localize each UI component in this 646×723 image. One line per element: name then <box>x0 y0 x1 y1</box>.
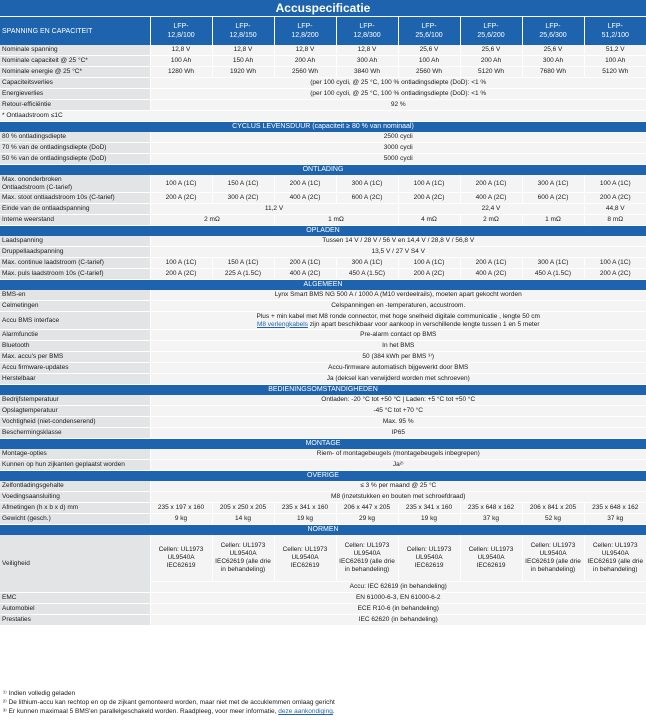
model-column-header: LFP- 12,8/300 <box>336 17 398 45</box>
emc-value: EN 61000-6-3, EN 61000-6-2 <box>150 593 646 604</box>
model-column-header: LFP- 51,2/100 <box>584 17 646 45</box>
footnotes <box>3 689 643 716</box>
nom_energy-row <box>0 67 646 78</box>
model-column-header: LFP- 25,6/300 <box>522 17 584 45</box>
mount_side-label: Kunnen op hun zijkanten geplaatst worden <box>0 460 150 471</box>
nom_capacity-label: Nominale capaciteit @ 25 °C* <box>0 56 150 67</box>
safety-value: Cellen: UL1973 UL9540A IEC62619 (alle drie in behandeling) <box>522 535 584 582</box>
op_temp-row <box>0 395 646 406</box>
m8-extension-cable-link[interactable]: M8 verlengkabels <box>256 320 308 328</box>
weight-value: 19 kg <box>274 514 336 525</box>
self_dis-value: ≤ 3 % per maand @ 25 °C <box>150 481 646 492</box>
reset-label: Herstelbaar <box>0 374 150 385</box>
power_conn-row <box>0 492 646 503</box>
safety-accu-value: Accu: IEC 62619 (in behandeling) <box>150 582 646 593</box>
nom_voltage-value: 12,8 V <box>336 45 398 56</box>
column-header-row <box>0 17 646 45</box>
int_res-label: Interne weerstand <box>0 215 150 226</box>
int_res-value: 2 mΩ <box>150 215 274 226</box>
discharge-note: * Ontlaadstroom ≤1C <box>0 111 646 122</box>
charge_pulse-row <box>0 269 646 280</box>
nom_capacity-value: 100 Ah <box>584 56 646 67</box>
charge_pulse-value: 450 A (1.5C) <box>522 269 584 280</box>
section-title: ONTLADING <box>0 165 646 176</box>
model-column-header: LFP- 25,6/200 <box>460 17 522 45</box>
end_discharge-value: 11,2 V <box>150 204 398 215</box>
humidity-row <box>0 417 646 428</box>
sec_charge-header <box>0 226 646 237</box>
footnote-3: ³⁾ Er kunnen maximaal 5 BMS'en parallelgeschakeld worden. Raadpleeg, voor meer informatie, deze aankondiging. <box>3 708 335 715</box>
int_res-value: 1 mΩ <box>274 215 398 226</box>
auto-label: Automobiel <box>0 604 150 615</box>
weight-value: 37 kg <box>584 514 646 525</box>
header-voltage-capacity: SPANNING EN CAPACITEIT <box>0 17 150 45</box>
dims-value: 205 x 250 x 205 <box>212 503 274 514</box>
nom_energy-value: 5120 Wh <box>584 67 646 78</box>
max_peak-value: 600 A (2C) <box>522 193 584 204</box>
cyc50-label: 50 % van de ontladingsdiepte (DoD) <box>0 154 150 165</box>
max_cont-value: 150 A (1C) <box>212 175 274 193</box>
nom_voltage-value: 12,8 V <box>274 45 336 56</box>
max_bat-row <box>0 352 646 363</box>
section-title: ALGEMEEN <box>0 280 646 291</box>
mount_side-row <box>0 460 646 471</box>
dims-value: 235 x 648 x 162 <box>584 503 646 514</box>
nom_voltage-row <box>0 45 646 56</box>
sec_other-header <box>0 471 646 482</box>
charge_cont-value: 300 A (1C) <box>522 258 584 269</box>
cyc50-row <box>0 154 646 165</box>
page-title: Accuspecificatie <box>0 0 646 16</box>
nom_capacity-value: 200 Ah <box>460 56 522 67</box>
int_res-value: 1 mΩ <box>522 215 584 226</box>
weight-value: 14 kg <box>212 514 274 525</box>
energy_loss-label: Energieverlies <box>0 89 150 100</box>
max_cont-value: 300 A (1C) <box>336 175 398 193</box>
model-column-header: LFP- 12,8/200 <box>274 17 336 45</box>
nom_capacity-value: 300 Ah <box>522 56 584 67</box>
int_res-value: 2 mΩ <box>460 215 522 226</box>
safety-value: Cellen: UL1973 UL9540A IEC62619 (alle drie in behandeling) <box>584 535 646 582</box>
ip-row <box>0 428 646 439</box>
nom_voltage-value: 25,6 V <box>398 45 460 56</box>
store_temp-label: Opslagtemperatuur <box>0 406 150 417</box>
charge_pulse-value: 200 A (2C) <box>398 269 460 280</box>
nom_energy-value: 1280 Wh <box>150 67 212 78</box>
cell_mon-row <box>0 301 646 312</box>
charge_cont-value: 200 A (1C) <box>460 258 522 269</box>
section-title: NORMEN <box>0 525 646 536</box>
bluetooth-row <box>0 341 646 352</box>
weight-value: 9 kg <box>150 514 212 525</box>
emc-row <box>0 593 646 604</box>
humidity-label: Vochtigheid (niet-condenserend) <box>0 417 150 428</box>
int_res-value: 8 mΩ <box>584 215 646 226</box>
nom_energy-value: 3840 Wh <box>336 67 398 78</box>
max_cont-value: 200 A (1C) <box>274 175 336 193</box>
max_cont-label: Max. ononderbroken Ontlaadstroom (C-tarief) <box>0 175 150 193</box>
max_peak-value: 200 A (2C) <box>584 193 646 204</box>
humidity-value: Max. 95 % <box>150 417 646 428</box>
max_peak-value: 200 A (2C) <box>398 193 460 204</box>
sec_cycle-header <box>0 122 646 133</box>
op_temp-label: Bedrijfstemperatuur <box>0 395 150 406</box>
charge_pulse-label: Max. puls laadstroom 10s (C-tarief) <box>0 269 150 280</box>
max_cont-value: 100 A (1C) <box>584 175 646 193</box>
charge_pulse-value: 225 A (1.5C) <box>212 269 274 280</box>
perf-label: Prestaties <box>0 615 150 626</box>
alarm-label: Alarmfunctie <box>0 330 150 341</box>
nom_voltage-label: Nominale spanning <box>0 45 150 56</box>
discharge_note-row <box>0 111 646 122</box>
energy_loss-row <box>0 89 646 100</box>
cell_mon-label: Celmetingen <box>0 301 150 312</box>
nom_energy-label: Nominale energie @ 25 °C* <box>0 67 150 78</box>
max_bat-value: 50 (384 kWh per BMS ³⁾) <box>150 352 646 363</box>
section-title: OPLADEN <box>0 226 646 237</box>
store_temp-row <box>0 406 646 417</box>
power_conn-label: Voedingsaansluiting <box>0 492 150 503</box>
weight-label: Gewicht (gesch.) <box>0 514 150 525</box>
max_cont-value: 200 A (1C) <box>460 175 522 193</box>
nom_energy-value: 5120 Wh <box>460 67 522 78</box>
cyc80-label: 80 % ontladingsdiepte <box>0 132 150 143</box>
safety-value: Cellen: UL1973 UL9540A IEC62619 <box>150 535 212 582</box>
weight-value: 52 kg <box>522 514 584 525</box>
bluetooth-value: In het BMS <box>150 341 646 352</box>
charge_cont-value: 100 A (1C) <box>584 258 646 269</box>
bluetooth-label: Bluetooth <box>0 341 150 352</box>
perf-value: IEC 62620 (in behandeling) <box>150 615 646 626</box>
section-title: OVERIGE <box>0 471 646 482</box>
charge_cont-value: 300 A (1C) <box>336 258 398 269</box>
footnote-2: ²⁾ De lithium-accu kan rechtop en op de zijkant gemonteerd worden, maar niet met de accuklemmen omlaag gericht <box>3 699 335 706</box>
auto-value: ECE R10-6 (in behandeling) <box>150 604 646 615</box>
charge_cont-value: 150 A (1C) <box>212 258 274 269</box>
max_peak-value: 400 A (2C) <box>274 193 336 204</box>
nom_capacity-value: 100 Ah <box>398 56 460 67</box>
bms-label: BMS-en <box>0 290 150 301</box>
charge_cont-value: 200 A (1C) <box>274 258 336 269</box>
dims-row <box>0 503 646 514</box>
dims-value: 235 x 341 x 160 <box>274 503 336 514</box>
power_conn-value: M8 (inzetstukken en bouten met schroefdraad) <box>150 492 646 503</box>
max_cont-value: 300 A (1C) <box>522 175 584 193</box>
alarm-row <box>0 330 646 341</box>
safety-value: Cellen: UL1973 UL9540A IEC62619 <box>274 535 336 582</box>
fw-row <box>0 363 646 374</box>
cyc50-value: 5000 cycli <box>150 154 646 165</box>
bms_conn-label: Accu BMS interface <box>0 312 150 330</box>
safety-value: Cellen: UL1973 UL9540A IEC62619 <box>398 535 460 582</box>
nom_energy-value: 7680 Wh <box>522 67 584 78</box>
nom_capacity-value: 150 Ah <box>212 56 274 67</box>
int_res-value: 4 mΩ <box>398 215 460 226</box>
max_bat-label: Max. accu's per BMS <box>0 352 150 363</box>
efficiency-row <box>0 100 646 111</box>
nom_capacity-row <box>0 56 646 67</box>
section-title: BEDIENINGSOMSTANDIGHEDEN <box>0 385 646 396</box>
max_cont-value: 100 A (1C) <box>150 175 212 193</box>
max_peak-label: Max. stoot ontlaadstroom 10s (C-tarief) <box>0 193 150 204</box>
cyc70-row <box>0 143 646 154</box>
charge_cont-value: 100 A (1C) <box>398 258 460 269</box>
max_cont-value: 100 A (1C) <box>398 175 460 193</box>
mount_opt-value: Riem- of montagebeugels (montagebeugels inbegrepen) <box>150 449 646 460</box>
fw-value: Accu-firmware automatisch bijgewerkt door BMS <box>150 363 646 374</box>
weight-value: 37 kg <box>460 514 522 525</box>
end_discharge-value: 44,8 V <box>584 204 646 215</box>
nom_voltage-value: 12,8 V <box>150 45 212 56</box>
section-title: MONTAGE <box>0 439 646 450</box>
sec_discharge-header <box>0 165 646 176</box>
model-column-header: LFP- 25,6/100 <box>398 17 460 45</box>
charge_cont-label: Max. continue laadstroom (C-tarief) <box>0 258 150 269</box>
cap_loss-value: (per 100 cycli, @ 25 °C, 100 % ontladingsdiepte (DoD): <1 % <box>150 78 646 89</box>
safety-row <box>0 535 646 582</box>
max_peak-value: 300 A (2C) <box>212 193 274 204</box>
end_discharge-row <box>0 204 646 215</box>
charge_cont-value: 100 A (1C) <box>150 258 212 269</box>
nom_voltage-value: 25,6 V <box>460 45 522 56</box>
dims-value: 206 x 841 x 205 <box>522 503 584 514</box>
nom_energy-value: 2560 Wh <box>398 67 460 78</box>
nom_capacity-value: 100 Ah <box>150 56 212 67</box>
perf-row <box>0 615 646 626</box>
self_dis-row <box>0 481 646 492</box>
bms-row <box>0 290 646 301</box>
store_temp-value: -45 °C tot +70 °C <box>150 406 646 417</box>
efficiency-value: 92 % <box>150 100 646 111</box>
fw-label: Accu firmware-updates <box>0 363 150 374</box>
nom_energy-value: 2560 Wh <box>274 67 336 78</box>
max_peak-row <box>0 193 646 204</box>
safety-value: Cellen: UL1973 UL9540A IEC62619 (alle drie in behandeling) <box>212 535 274 582</box>
model-column-header: LFP- 12,8/150 <box>212 17 274 45</box>
reset-value: Ja (deksel kan verwijderd worden met schroeven) <box>150 374 646 385</box>
max_cont-row <box>0 175 646 193</box>
charge_pulse-value: 400 A (2C) <box>460 269 522 280</box>
dims-value: 235 x 341 x 160 <box>398 503 460 514</box>
cell_mon-value: Celspanningen en -temperaturen, accustroom. <box>150 301 646 312</box>
nom_capacity-value: 200 Ah <box>274 56 336 67</box>
nom_voltage-value: 12,8 V <box>212 45 274 56</box>
nom_energy-value: 1920 Wh <box>212 67 274 78</box>
safety-value: Cellen: UL1973 UL9540A IEC62619 <box>460 535 522 582</box>
dims-value: 206 x 447 x 205 <box>336 503 398 514</box>
charge_pulse-value: 400 A (2C) <box>274 269 336 280</box>
float_v-value: 13,5 V / 27 V S4 V <box>150 247 646 258</box>
max_peak-value: 600 A (2C) <box>336 193 398 204</box>
cyc80-value: 2500 cycli <box>150 132 646 143</box>
footnote-1: ¹⁾ Indien volledig geladen <box>3 690 76 697</box>
sec_mount-header <box>0 439 646 450</box>
dims-value: 235 x 197 x 160 <box>150 503 212 514</box>
charge_v-value: Tussen 14 V / 28 V / 56 V en 14,4 V / 28,8 V / 56,8 V <box>150 236 646 247</box>
sec_general-header <box>0 280 646 291</box>
charge_cont-row <box>0 258 646 269</box>
charge_pulse-value: 450 A (1.5C) <box>336 269 398 280</box>
announcement-link[interactable]: deze aankondiging <box>278 708 333 715</box>
dims-label: Afmetingen (h x b x d) mm <box>0 503 150 514</box>
self_dis-label: Zelfontladingsgehalte <box>0 481 150 492</box>
auto-row <box>0 604 646 615</box>
section-title: CYCLUS LEVENSDUUR (capaciteit ≥ 80 % van nominaal) <box>0 122 646 133</box>
charge_pulse-value: 200 A (2C) <box>150 269 212 280</box>
charge_pulse-value: 200 A (2C) <box>584 269 646 280</box>
max_peak-value: 200 A (2C) <box>150 193 212 204</box>
cyc80-row <box>0 132 646 143</box>
energy_loss-value: (per 100 cycli, @ 25 °C, 100 % ontladingsdiepte (DoD): <1 % <box>150 89 646 100</box>
efficiency-label: Retour-efficiëntie <box>0 100 150 111</box>
alarm-value: Pre-alarm contact op BMS <box>150 330 646 341</box>
sec_norms-header <box>0 525 646 536</box>
emc-label: EMC <box>0 593 150 604</box>
cyc70-value: 3000 cycli <box>150 143 646 154</box>
float_v-label: Druppellaadspanning <box>0 247 150 258</box>
mount_opt-label: Montage-opties <box>0 449 150 460</box>
int_res-row <box>0 215 646 226</box>
model-column-header: LFP- 12,8/100 <box>150 17 212 45</box>
charge_v-label: Laadspanning <box>0 236 150 247</box>
sec_env-header <box>0 385 646 396</box>
cap_loss-label: Capaciteitsverlies <box>0 78 150 89</box>
end_discharge-value: 22,4 V <box>398 204 584 215</box>
spec-table <box>0 17 646 626</box>
safety-value: Cellen: UL1973 UL9540A IEC62619 (alle drie in behandeling) <box>336 535 398 582</box>
dims-value: 235 x 648 x 162 <box>460 503 522 514</box>
bms_conn-row <box>0 312 646 330</box>
weight-value: 29 kg <box>336 514 398 525</box>
weight-value: 19 kg <box>398 514 460 525</box>
weight-row <box>0 514 646 525</box>
bms_conn-value: Plus + min kabel met M8 ronde connector, met hoge snelheid digitale communicatie , lengte 50 cm M8 verlengkabels zijn apart beschikbaar voor aankoop in verschillende lengte tussen 1 en 5 meter <box>150 312 646 330</box>
mount_side-value: Ja²⁾ <box>150 460 646 471</box>
ip-label: Beschermingsklasse <box>0 428 150 439</box>
op_temp-value: Ontladen: -20 °C tot +50 °C | Laden: +5 °C tot +50 °C <box>150 395 646 406</box>
ip-value: IP65 <box>150 428 646 439</box>
bms-value: Lynx Smart BMS NG 500 A / 1000 A (M10 verdeelrails), moeten apart gekocht worden <box>150 290 646 301</box>
float_v-row <box>0 247 646 258</box>
end_discharge-label: Einde van de ontlaadspanning <box>0 204 150 215</box>
safety-label: Veiligheid <box>0 535 150 593</box>
nom_voltage-value: 25,6 V <box>522 45 584 56</box>
charge_v-row <box>0 236 646 247</box>
nom_capacity-value: 300 Ah <box>336 56 398 67</box>
nom_voltage-value: 51,2 V <box>584 45 646 56</box>
reset-row <box>0 374 646 385</box>
max_peak-value: 400 A (2C) <box>460 193 522 204</box>
cyc70-label: 70 % van de ontladingsdiepte (DoD) <box>0 143 150 154</box>
mount_opt-row <box>0 449 646 460</box>
cap_loss-row <box>0 78 646 89</box>
